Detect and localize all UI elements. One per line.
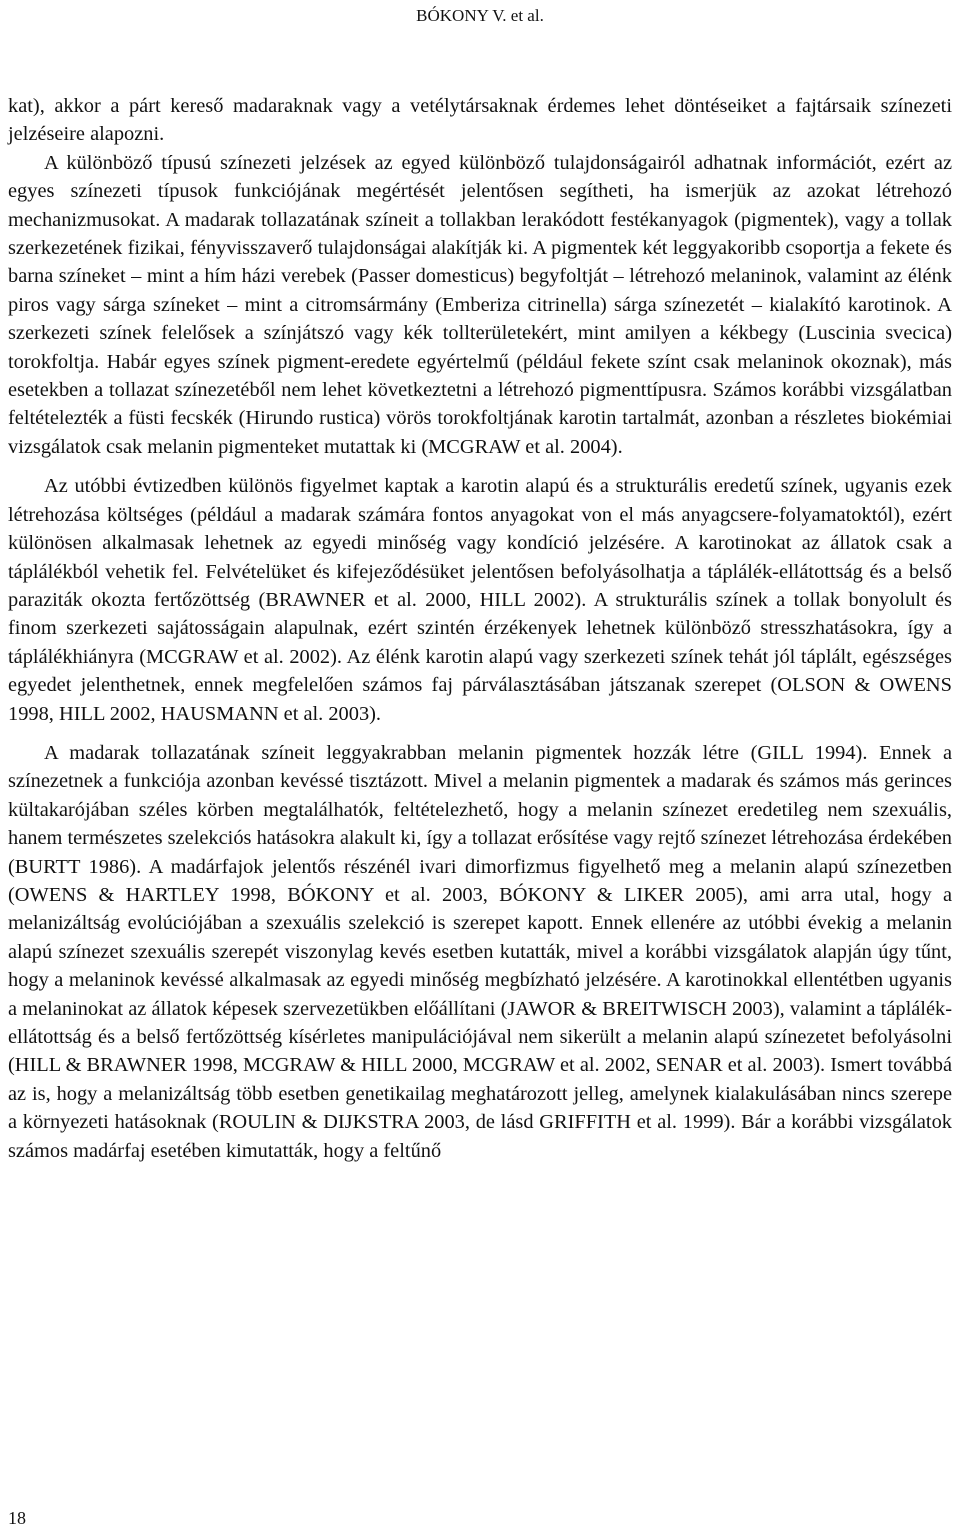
page-number: 18 (8, 1508, 26, 1528)
paragraph-continuation: kat), akkor a párt kereső madaraknak vagy a vetélytársaknak érdemes lehet döntéseiket a fajtársaik színezeti jelzéseire alapozni. (8, 95, 952, 146)
body-text (8, 92, 952, 1165)
running-head: BÓKONY V. et al. (416, 6, 544, 25)
paragraph-melanin: A madarak tollazatának színeit leggyakrabban melanin pigmentek hozzák létre (GILL 1994). Ennek a színezetnek a funkciója azonban kevéssé tisztázott. Mivel a melanin pigmentek a madarak és számos más gerinces kültakarójában széles körben megtalálhatók, feltételezhető, hogy a melanin színezet eredetileg nem szexuális, hanem természetes szelekciós hatásokra alakult ki, így a tollazat erősítése vagy rejtő színezet létrehozása érdekében (BURTT 1986). A madárfajok jelentős részénél ivari dimorfizmus figyelhető meg a melanin alapú színezetben (OWENS & HARTLEY 1998, BÓKONY et al. 2003, BÓKONY & LIKER 2005), ami arra utal, hogy a melanizáltság evolúciójában a szexuális szelekció is szerepet kapott. Ennek ellenére az utóbbi évekig a melanin alapú színezet szexuális szerepét viszonylag kevés esetben kutatták, mivel a korábbi vizsgálatok alapján úgy tűnt, hogy a melaninok kevéssé alkalmasak az egyedi minőség megbízható jelzésére. A karotinokkal ellentétben ugyanis a melaninokat az állatok képesek szervezetükben előállítani (JAWOR & BREITWISCH 2003), valamint a táplálék-ellátottság és a belső fertőzöttség kísérletes manipulációjával nem sikerült a melanin alapú színezetet befolyásolni (HILL & BRAWNER 1998, MCGRAW & HILL 2000, MCGRAW et al. 2002, SENAR et al. 2003). Ismert továbbá az is, hogy a melanizáltság több esetben genetikailag meghatározott jelleg, amelynek kialakulásában nincs szerepe a környezeti hatásoknak (ROULIN & DIJKSTRA 2003, de lásd GRIFFITH et al. 1999). Bár a korábbi vizsgálatok számos madárfaj esetében kimutatták, hogy a feltűnő (8, 741, 952, 1162)
paragraph-pigment-mechanisms: A különböző típusú színezeti jelzések az egyed különböző tulajdonságairól adhatnak információt, ezért az egyes színezeti típusok funkciójának megértését jelentősen segítheti, ha ismerjük az azokat létrehozó mechanizmusokat. A madarak tollazatának színeit a tollakban lerakódott festékanyagok (pigmentek), vagy a tollak szerkezetének fizikai, fényvisszaverő tulajdonságai alakítják ki. A pigmentek két leggyakoribb csoportja a fekete és barna színeket – mint a hím házi verebek (Passer domesticus) begyfoltját – létrehozó melaninok, valamint az élénk piros vagy sárga színeket – mint a citromsármány (Emberiza citrinella) sárga színezetét – kialakító karotinok. A szerkezeti színek felelősek a színjátszó vagy kék tollterületekért, mint amilyen a kékbegy (Luscinia svecica) torokfoltja. Habár egyes színek pigment-eredete egyértelmű (például fekete színt csak melaninok okoznak), más esetekben a tollazat színezetéből nem lehet következtetni a létrehozó pigmenttípusra. Számos korábbi vizsgálatban feltételezték a füsti fecskék (Hirundo rustica) vörös torokfoltjának karotin tartalmát, azonban a részletes biokémiai vizsgálatok csak melanin pigmenteket mutattak ki (MCGRAW et al. 2004). (8, 151, 952, 458)
paragraph-carotenoid-structural: Az utóbbi évtizedben különös figyelmet kaptak a karotin alapú és a strukturális eredetű színek, ugyanis ezek létrehozása költséges (például a madarak számára fontos anyagokat von el más anyagcsere-folyamatoktól), ezért különösen alkalmasak lehetnek az egyedi minőség vagy kondíció jelzésére. A karotinokat az állatok csak a táplálékból vehetik fel. Felvételüket és kifejeződésüket jelentősen befolyásolhatja a táplálék-ellátottság és a belső paraziták okozta fertőzöttség (BRAWNER et al. 2000, HILL 2002). A strukturális színek a tollak bonyolult és finom szerkezeti sajátosságain alapulnak, ezért szintén érzékenyek lehetnek különböző stresszhatásokra, így a táplálékhiányra (MCGRAW et al. 2002). Az élénk karotin alapú vagy szerkezeti színek tehát jól táplált, egészséges egyedet jelenthetnek, ennek megfelelően számos faj párválasztásában játszanak szerepet (OLSON & OWENS 1998, HILL 2002, HAUSMANN et al. 2003). (8, 475, 952, 725)
